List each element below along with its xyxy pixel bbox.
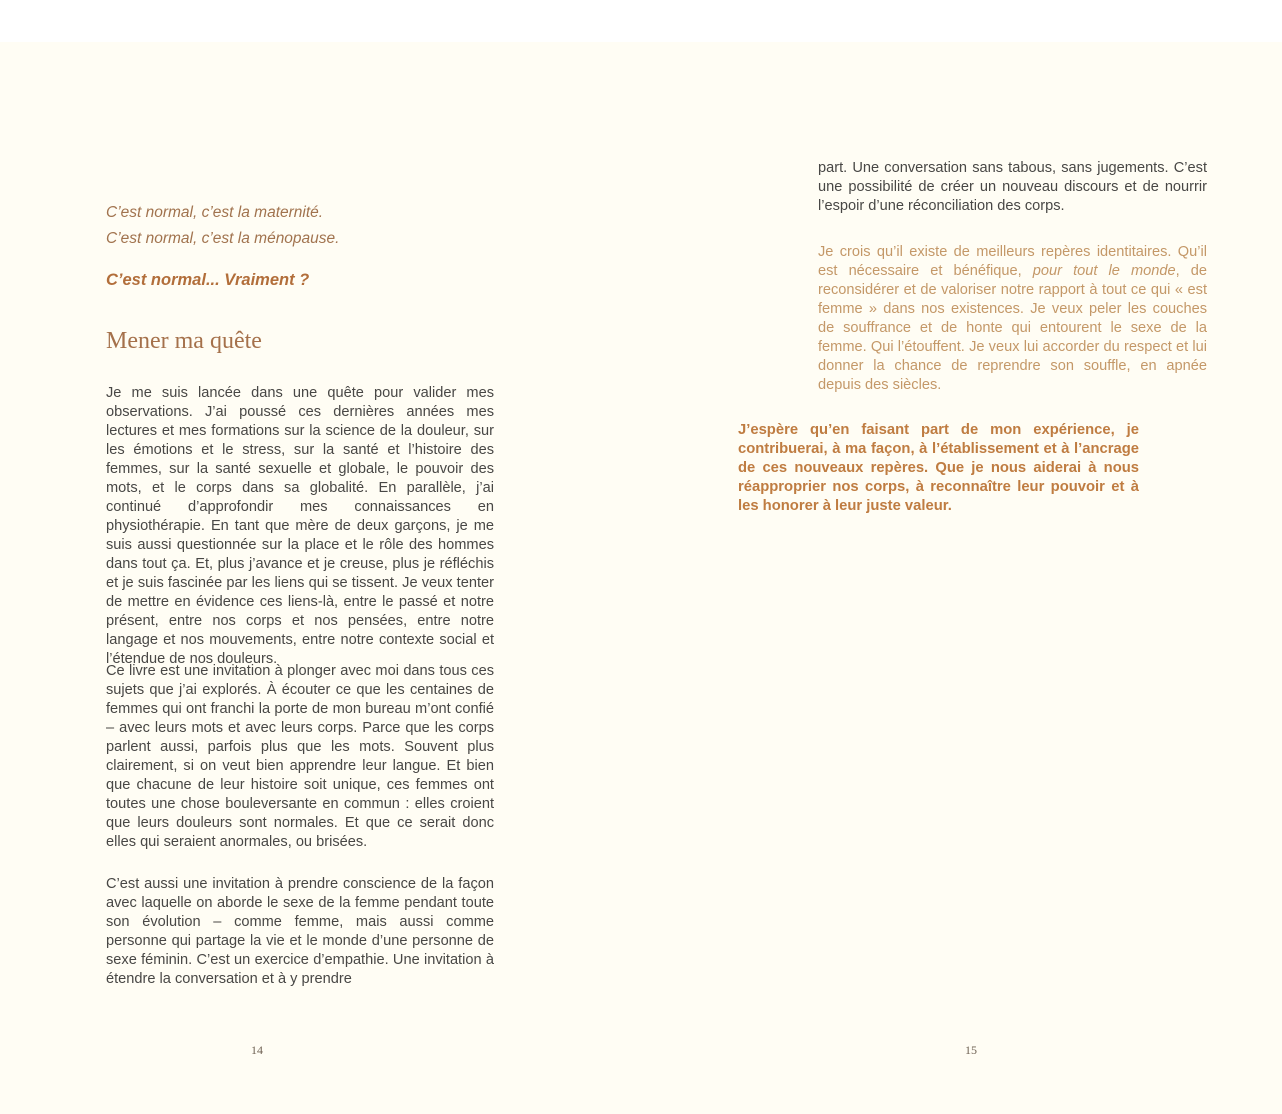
book-spread-page [0, 42, 1282, 1114]
tan-paragraph-emphasis: pour tout le monde [1032, 263, 1176, 279]
right-tan-paragraph [818, 243, 1207, 395]
right-page-number: 15 [965, 1043, 977, 1057]
left-paragraph-3: C’est aussi une invitation à prendre conscience de la façon avec laquelle on aborde le sexe de la femme pendant toute son évolution – comme femme, mais aussi comme personne qui partage la vie et le monde d’une personne de sexe féminin. C’est un exercice d’empathie. Une invitation à étendre la conversation et à y prendre [106, 876, 494, 987]
epigraph-line-2: C’est normal, c’est la ménopause. [106, 230, 340, 247]
left-paragraph-1: Je me suis lancée dans une quête pour valider mes observations. J’ai poussé ces dernières années mes lectures et mes formations sur la science de la douleur, sur les émotions et le stress, sur la santé et l’histoire des femmes, sur la santé sexuelle et globale, le pouvoir des mots, et le corps dans sa globalité. En parallèle, j’ai continué d’approfondir mes connaissances en physiothérapie. En tant que mère de deux garçons, je me suis aussi questionnée sur la place et le rôle des hommes dans tout ça. Et, plus j’avance et je creuse, plus je réfléchis et je suis fascinée par les liens qui se tissent. Je veux tenter de mettre en évidence ces liens-là, entre le passé et notre présent, entre nos corps et nos pensées, entre notre langage et nos mouvements, entre notre contexte social et l’étendue de nos douleurs. [106, 385, 494, 667]
left-epigraph [106, 200, 506, 252]
section-heading: Mener ma quête [106, 328, 262, 354]
tan-paragraph-text-before: Je crois qu’il existe de meilleurs repères identitaires. Qu’il est nécessaire et bénéfique, [818, 244, 1207, 279]
tan-paragraph-text-after: , de reconsidérer et de valoriser notre rapport à tout ce qui « est femme » dans nos existences. Je veux peler les couches de souffrance et de honte qui entourent le sexe de la femme. Qui l’étouffent. Je veux lui accorder du respect et lui donner la chance de reprendre son souffle, en apnée depuis des siècles. [818, 263, 1207, 393]
left-paragraph-2: Ce livre est une invitation à plonger avec moi dans tous ces sujets que j’ai explorés. À écouter ce que les centaines de femmes qui ont franchi la porte de mon bureau m’ont confié – avec leurs mots et avec leurs corps. Parce que les corps parlent aussi, parfois plus que les mots. Souvent plus clairement, si on veut bien apprendre leur langue. Et bien que chacune de leur histoire soit unique, ces femmes ont toutes une chose bouleversante en commun : elles croient que leurs douleurs sont normales. Et que ce serait donc elles qui seraient anormales, ou brisées. [106, 663, 494, 850]
right-paragraph-continuation: part. Une conversation sans tabous, sans jugements. C’est une possibilité de créer un nouveau discours et de nourrir l’espoir d’une réconciliation des corps. [818, 160, 1207, 214]
right-bold-paragraph: J’espère qu’en faisant part de mon expérience, je contribuerai, à ma façon, à l’établissement et à l’ancrage de ces nouveaux repères. Que je nous aiderai à nous réapproprier nos corps, à reconnaître leur pouvoir et à les honorer à leur juste valeur. [738, 422, 1139, 514]
epigraph-line-1: C’est normal, c’est la maternité. [106, 204, 324, 221]
left-page-number: 14 [251, 1043, 263, 1057]
epigraph-question: C’est normal... Vraiment ? [106, 271, 310, 289]
